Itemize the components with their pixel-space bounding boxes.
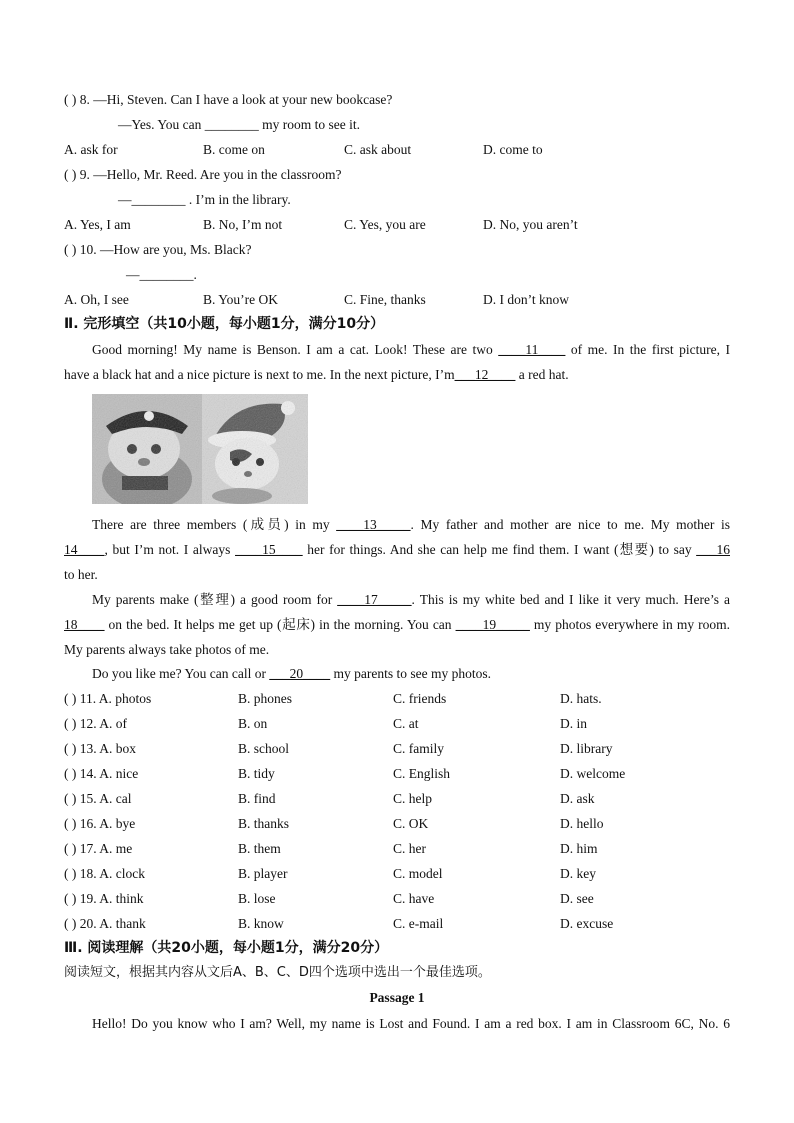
section-2-heading: Ⅱ. 完形填空（共10小题，每小题1分，满分10分） — [64, 316, 385, 332]
blank-19: ____19_____ — [455, 617, 530, 632]
cloze-question-17 — [64, 836, 730, 861]
option-b: B. thanks — [238, 816, 290, 831]
question-stem: ( ) 12. A. of — [64, 716, 127, 731]
cat-photos-image — [92, 394, 308, 504]
option-a: A. Oh, I see — [64, 292, 129, 307]
passage-text: Do you like me? You can call or — [92, 666, 270, 681]
option-d: D. in — [560, 716, 587, 731]
option-b: B. tidy — [238, 766, 275, 781]
option-b: B. school — [238, 741, 290, 756]
response-text: my room to see it. — [258, 117, 361, 132]
question-8-stem: ( ) 8. —Hi, Steven. Can I have a look at your new bookcase? — [64, 92, 393, 107]
option-b: B. know — [238, 916, 284, 931]
passage-text: on the bed. It helps me get up (起床) in the morning. You can — [104, 617, 456, 632]
blank-12: ___12____ — [454, 367, 516, 382]
cloze-question-20 — [64, 911, 730, 936]
question-8-response — [118, 112, 730, 137]
option-c: C. OK — [393, 816, 429, 831]
question-9-options — [64, 212, 730, 237]
blank-20: ___20____ — [269, 666, 331, 681]
option-c: C. help — [393, 791, 432, 806]
cloze-paragraph-3-line-3: My parents always take photos of me. — [64, 642, 270, 657]
passage-text: my parents to see my photos. — [330, 666, 491, 681]
passage-text: my photos everywhere in my room. — [529, 617, 730, 632]
passage-text: Good morning! My name is Benson. I am a cat. Look! These are two — [92, 342, 499, 357]
question-10-options — [64, 287, 730, 312]
option-d: D. library — [560, 741, 613, 756]
option-c: C. ask about — [344, 142, 412, 157]
question-stem: ( ) 14. A. nice — [64, 766, 139, 781]
cloze-paragraph-1-line-1 — [92, 337, 730, 362]
passage-text: her for things. And she can help me find them. I want (想要) to say — [302, 542, 697, 557]
cloze-paragraph-3-line-1 — [92, 587, 730, 612]
passage-text: of me. In the first picture, I — [565, 342, 730, 357]
cloze-question-18 — [64, 861, 730, 886]
option-c: C. her — [393, 841, 426, 856]
option-c: C. Yes, you are — [344, 217, 426, 232]
option-c: C. friends — [393, 691, 447, 706]
question-stem: ( ) 20. A. thank — [64, 916, 146, 931]
option-c: C. Fine, thanks — [344, 292, 426, 307]
option-d: D. come to — [483, 142, 543, 157]
cloze-paragraph-2-line-1 — [92, 512, 730, 537]
cloze-paragraph-4 — [92, 661, 730, 686]
option-a: A. Yes, I am — [64, 217, 131, 232]
response-text: —Yes. You can — [118, 117, 202, 132]
option-b: B. on — [238, 716, 268, 731]
option-d: D. excuse — [560, 916, 614, 931]
question-9-stem: ( ) 9. —Hello, Mr. Reed. Are you in the classroom? — [64, 167, 342, 182]
section-3-heading: Ⅲ. 阅读理解（共20小题，每小题1分，满分20分） — [64, 940, 389, 956]
option-a: A. ask for — [64, 142, 118, 157]
option-b: B. come on — [203, 142, 265, 157]
question-stem: ( ) 15. A. cal — [64, 791, 132, 806]
blank-15: ____15____ — [235, 542, 303, 557]
passage-text: . My father and mother are nice to me. My mother is — [410, 517, 730, 532]
option-b: B. player — [238, 866, 288, 881]
passage-title: Passage 1 — [369, 990, 425, 1005]
blank-18: 18____ — [64, 617, 105, 632]
option-c: C. family — [393, 741, 444, 756]
option-d: D. see — [560, 891, 594, 906]
question-stem: ( ) 13. A. box — [64, 741, 136, 756]
cloze-question-11 — [64, 686, 730, 711]
option-d: D. No, you aren’t — [483, 217, 578, 232]
cloze-question-19 — [64, 886, 730, 911]
option-b: B. find — [238, 791, 276, 806]
option-c: C. have — [393, 891, 435, 906]
cloze-paragraph-1-line-2 — [64, 362, 730, 387]
cloze-question-13 — [64, 736, 730, 761]
question-stem: ( ) 11. A. photos — [64, 691, 152, 706]
passage-1-line-1: Hello! Do you know who I am? Well, my name is Lost and Found. I am a red box. I am in Classroom 6C, No. 6 — [92, 1016, 730, 1031]
passage-text: a red hat. — [515, 367, 569, 382]
option-d: D. key — [560, 866, 596, 881]
cloze-paragraph-2-line-3: to her. — [64, 567, 98, 582]
blank-13: ____13_____ — [336, 517, 411, 532]
blank-16: ___16 — [696, 542, 730, 557]
passage-text: My parents make (整理) a good room for — [92, 592, 338, 607]
question-stem: ( ) 17. A. me — [64, 841, 133, 856]
option-d: D. I don’t know — [483, 292, 569, 307]
option-c: C. at — [393, 716, 419, 731]
section-3-instruction: 阅读短文，根据其内容从文后A、B、C、D四个选项中选出一个最佳选项。 — [64, 965, 491, 980]
option-d: D. hello — [560, 816, 604, 831]
cloze-paragraph-2-line-2 — [64, 537, 730, 562]
option-c: C. e-mail — [393, 916, 444, 931]
cloze-question-16 — [64, 811, 730, 836]
blank-11: ____11____ — [498, 342, 566, 357]
option-b: B. No, I’m not — [203, 217, 283, 232]
option-b: B. phones — [238, 691, 292, 706]
option-b: B. You’re OK — [203, 292, 279, 307]
passage-text: There are three members (成员) in my — [92, 517, 337, 532]
question-8-options — [64, 137, 730, 162]
option-d: D. hats. — [560, 691, 602, 706]
option-c: C. model — [393, 866, 443, 881]
question-9-response: —________ . I’m in the library. — [118, 192, 291, 207]
option-b: B. lose — [238, 891, 276, 906]
option-b: B. them — [238, 841, 281, 856]
passage-text: , but I’m not. I always — [104, 542, 236, 557]
question-stem: ( ) 19. A. think — [64, 891, 144, 906]
cat-photos — [92, 394, 308, 504]
blank-14: 14____ — [64, 542, 105, 557]
question-10-response: —________. — [126, 267, 197, 282]
cloze-paragraph-3-line-2 — [64, 612, 730, 637]
cloze-question-15 — [64, 786, 730, 811]
blank-17: ____17_____ — [337, 592, 412, 607]
question-stem: ( ) 18. A. clock — [64, 866, 145, 881]
option-d: D. him — [560, 841, 598, 856]
passage-text: . This is my white bed and I like it very much. Here’s a — [411, 592, 730, 607]
question-10-stem: ( ) 10. —How are you, Ms. Black? — [64, 242, 252, 257]
cloze-question-14 — [64, 761, 730, 786]
passage-text: have a black hat and a nice picture is next to me. In the next picture, I’m — [64, 367, 455, 382]
question-stem: ( ) 16. A. bye — [64, 816, 136, 831]
option-d: D. welcome — [560, 766, 626, 781]
cloze-question-12 — [64, 711, 730, 736]
answer-blank: ________ — [204, 117, 259, 132]
option-d: D. ask — [560, 791, 595, 806]
option-c: C. English — [393, 766, 451, 781]
